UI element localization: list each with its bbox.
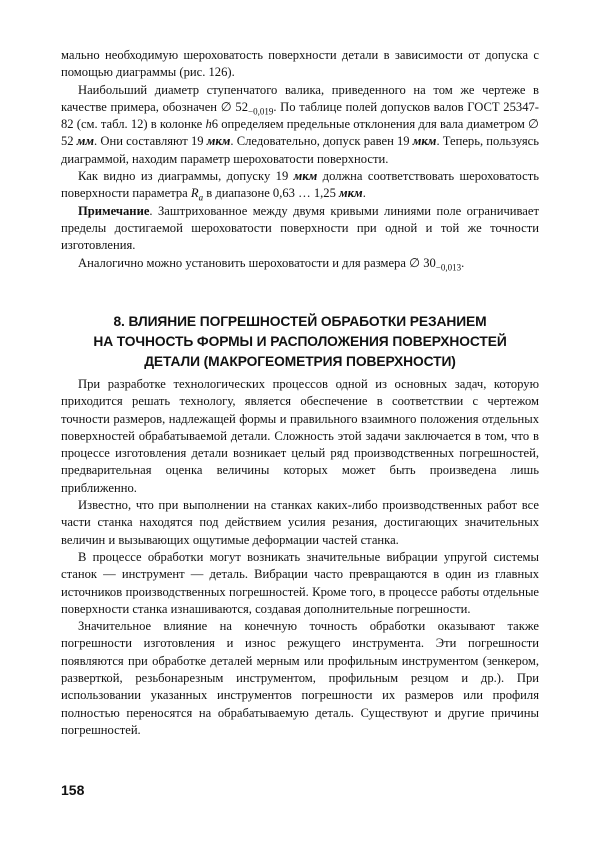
paragraph-3 xyxy=(61,168,539,203)
paragraph-1 xyxy=(61,47,539,82)
text-segment: мкм xyxy=(293,169,318,184)
heading-line-1: 8. ВЛИЯНИЕ ПОГРЕШНОСТЕЙ ОБРАБОТКИ РЕЗАНИЕМ xyxy=(113,314,487,329)
text-segment: . xyxy=(461,255,465,270)
heading-line-2: НА ТОЧНОСТЬ ФОРМЫ И РАСПОЛОЖЕНИЯ ПОВЕРХНОСТЕЙ xyxy=(93,334,507,349)
paragraph-vibrations: В процессе обработки могут возникать значительные вибрации упругой системы станок — инструмент — деталь. Вибрации часто превращаются в один из главных источников производственных погрешностей. Кроме того, в процессе работы отдельные поверхности станка изнашиваются, создавая дополнительные погрешности. xyxy=(61,549,539,616)
text-segment: . Заштрихованное между двумя кривыми линиями поле ограничивает пределы достигаемой шероховатости поверхности при одной и той же точности изготовления. xyxy=(61,203,539,253)
text-segment: R xyxy=(190,186,199,201)
paragraph-intro: При разработке технологических процессов одной из основных задач, которую приходится решать технологу, является обеспечение в соответствии с чертежом точности размеров, надлежащей формы и правильного взаимного положения отдельных поверхностей обрабатываемой детали. Сложность этой задачи заключается в том, что в процессе изготовления детали возникает целый ряд производственных погрешностей, предварительная оценка величины которых может быть произведена лишь приближенно. xyxy=(61,377,539,495)
text-segment: в диапазоне 0,63 … 1,25 xyxy=(203,186,340,201)
text-segment: −0,019 xyxy=(248,106,274,117)
text-segment: мкм xyxy=(412,134,437,149)
text-segment: −0,013 xyxy=(435,262,462,273)
text-segment: h xyxy=(205,117,212,132)
text-segment: мально необходимую шероховатость поверхности детали в зависимости от допуска с помощью диаграммы (рис. 126). xyxy=(61,48,539,80)
text-segment: . Следовательно, допуск равен 19 xyxy=(230,134,413,149)
paragraph-cutting-forces: Известно, что при выполнении на станках каких-либо производственных работ все части станка находятся под действием усилия резания, достигающих значительных величин и вызывающих ощутимые деформации частей станка. xyxy=(61,498,539,547)
text-segment: Примечание xyxy=(78,203,150,218)
text-segment: . По таблице полей допусков валов ГОСТ 25347-82 (см. табл. 12) в колонке xyxy=(61,99,539,132)
text-segment: Аналогично можно установить шероховатости и для размера ∅ 30 xyxy=(78,255,436,270)
page-number: 158 xyxy=(61,782,85,798)
text-segment: a xyxy=(198,192,204,203)
text-segment: . Теперь, пользуясь диаграммой, находим параметр шероховатости поверхности. xyxy=(61,134,539,166)
paragraph-5 xyxy=(61,255,539,272)
text-segment: Наибольший диаметр ступенчатого валика, приведенного на том же чертеже в качестве примера, обозначен ∅ 52 xyxy=(61,82,539,114)
text-segment: мм xyxy=(76,134,95,149)
paragraph-note xyxy=(61,203,539,255)
text-segment: Как видно из диаграммы, допуску 19 xyxy=(78,169,294,184)
paragraph-tool-wear: Значительное влияние на конечную точность обработки оказывают также погрешности изготовления и износ режущего инструмента. Эти погрешности появляются при обработке деталей мерным или профильным инструментом (зенкером, разверткой, резьбонарезным инструментом, профильным резцом и др.). При использовании указанных инструментов погрешности их размеров или профиля полностью переносятся на обрабатываемую деталь. Существуют и другие причины погрешностей. xyxy=(61,619,539,737)
text-segment: мкм xyxy=(339,186,363,201)
text-segment: . xyxy=(362,186,366,201)
text-segment: . Они составляют 19 xyxy=(94,134,207,149)
text-segment: мкм xyxy=(206,134,231,149)
text-segment: 6 определяем предельные отклонения для вала диаметром ∅ 52 xyxy=(61,117,540,149)
bottom-text-block xyxy=(61,376,539,739)
section-heading xyxy=(61,312,539,372)
heading-line-3: ДЕТАЛИ (МАКРОГЕОМЕТРИЯ ПОВЕРХНОСТИ) xyxy=(144,354,456,369)
text-segment: должна соответствовать шероховатость поверхности параметра xyxy=(61,169,539,201)
paragraph-2 xyxy=(61,82,539,168)
top-text-block xyxy=(61,47,539,272)
